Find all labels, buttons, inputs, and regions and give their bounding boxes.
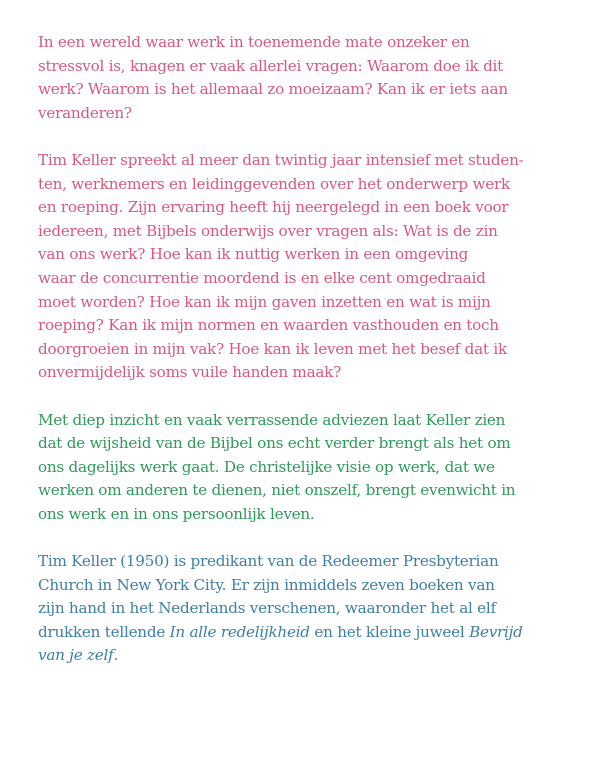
text-line: onvermijdelijk soms vuile handen maak? — [38, 363, 342, 382]
text-line: iedereen, met Bijbels onderwijs over vragen als: Wat is de zin — [38, 221, 498, 240]
text-line: moet worden? Hoe kan ik mijn gaven inzetten en wat is mijn — [38, 292, 491, 311]
text-fragment: drukken tellende — [38, 622, 170, 641]
text-line: ten, werknemers en leidinggevenden over het onderwerp werk — [38, 174, 510, 193]
text-fragment: . — [113, 646, 119, 665]
book-back-cover-text — [38, 31, 573, 692]
text-line: waar de concurrentie moordend is en elke cent omgedraaid — [38, 268, 486, 287]
intro-paragraph — [38, 31, 573, 125]
text-line: In een wereld waar werk in toenemende mate onzeker en — [38, 33, 470, 51]
book-title-bevrijd-part1: Bevrijd — [469, 622, 523, 641]
text-line: Tim Keller spreekt al meer dan twintig jaar intensief met studen- — [38, 150, 524, 169]
text-line: Tim Keller (1950) is predikant van de Redeemer Presbyterian — [38, 552, 499, 571]
text-line: zijn hand in het Nederlands verschenen, waaronder het al elf — [38, 599, 496, 618]
text-line: dat de wijsheid van de Bijbel ons echt verder brengt als het om — [38, 434, 511, 453]
author-bio-paragraph — [38, 550, 573, 668]
text-line: van ons werk? Hoe kan ik nuttig werken in een omgeving — [38, 245, 469, 264]
book-title-bevrijd-part2: van je zelf — [38, 646, 114, 665]
text-line: en roeping. Zijn ervaring heeft hij neergelegd in een boek voor — [38, 198, 509, 217]
text-line — [38, 644, 573, 668]
text-line: roeping? Kan ik mijn normen en waarden vasthouden en toch — [38, 316, 499, 335]
text-line: werk? Waarom is het allemaal zo moeizaam? Kan ik er iets aan — [38, 80, 508, 99]
text-line: Church in New York City. Er zijn inmiddels zeven boeken van — [38, 575, 495, 594]
text-line: doorgroeien in mijn vak? Hoe kan ik leven met het besef dat ik — [38, 339, 507, 358]
text-fragment: en het kleine juweel — [309, 622, 470, 641]
book-title-in-alle-redelijkheid: In alle redelijkheid — [169, 622, 310, 641]
text-line: Met diep inzicht en vaak verrassende adviezen laat Keller zien — [38, 410, 506, 429]
text-line: werken om anderen te dienen, niet onszelf, brengt evenwicht in — [38, 481, 516, 500]
description-paragraph — [38, 149, 573, 385]
text-line: veranderen? — [38, 103, 132, 122]
insight-paragraph — [38, 409, 573, 527]
text-line: ons werk en in ons persoonlijk leven. — [38, 504, 315, 523]
text-line: stressvol is, knagen er vaak allerlei vragen: Waarom doe ik dit — [38, 56, 504, 75]
text-line — [38, 621, 573, 645]
text-line: ons dagelijks werk gaat. De christelijke visie op werk, dat we — [38, 457, 495, 476]
